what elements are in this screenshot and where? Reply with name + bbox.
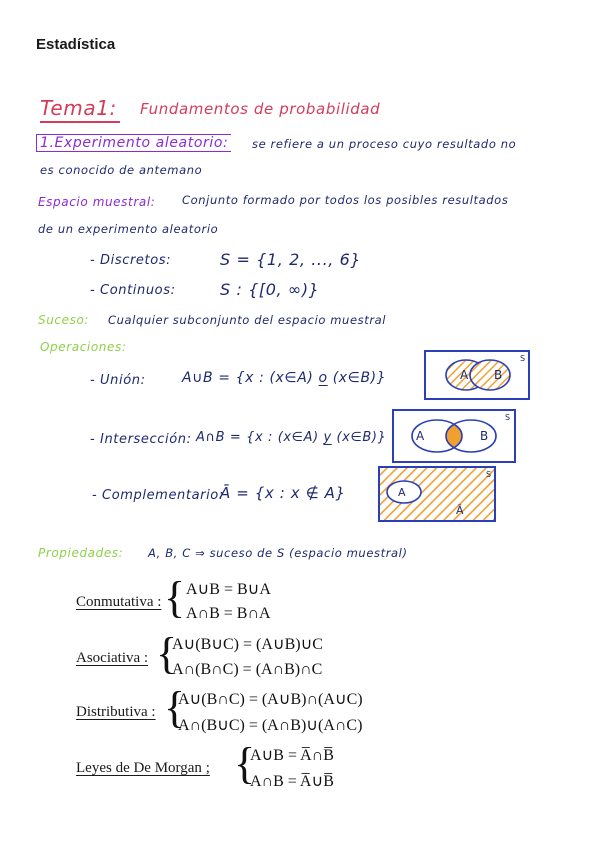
prop-demorgan-line1: A∪B = A̅∩B̅ bbox=[250, 747, 334, 764]
interseccion-expression: A∩B = {x : (x∈A) y (x∈B)} bbox=[196, 430, 387, 445]
propiedades-title: Propiedades: bbox=[38, 546, 124, 560]
prop-distributiva-line2: A∩(B∪C) = (A∩B)∪(A∩C) bbox=[178, 717, 363, 734]
operaciones-title: Operaciones: bbox=[40, 340, 127, 354]
experimento-def-line1: se refiere a un proceso cuyo resultado no bbox=[252, 137, 517, 151]
venn-union-diagram bbox=[424, 350, 530, 400]
prop-distributiva-brace: { bbox=[164, 683, 186, 732]
venn-union-s-label: S bbox=[520, 354, 526, 363]
prop-demorgan-name: Leyes de De Morgan ; bbox=[76, 760, 210, 776]
suceso-def: Cualquier subconjunto del espacio muestral bbox=[108, 313, 387, 327]
discretos-value: S = {1, 2, ..., 6} bbox=[220, 250, 362, 269]
espacio-def-line2: de un experimento aleatorio bbox=[38, 222, 219, 236]
continuos-value: S : {[0, ∞)} bbox=[220, 280, 320, 299]
prop-conmutativa-brace: { bbox=[164, 573, 186, 622]
tema-label: Tema1: bbox=[40, 96, 117, 120]
espacio-def-line1: Conjunto formado por todos los posibles resultados bbox=[182, 193, 509, 207]
experimento-def-line2: es conocido de antemano bbox=[40, 163, 203, 177]
suceso-term: Suceso: bbox=[38, 313, 90, 327]
propiedades-subtitle: A, B, C ⇒ suceso de S (espacio muestral) bbox=[148, 546, 408, 560]
tema-underline bbox=[40, 121, 120, 123]
prop-asociativa-line2: A∩(B∩C) = (A∩B)∩C bbox=[172, 661, 323, 678]
complementario-expression: Ā = {x : x ∉ A} bbox=[220, 484, 346, 502]
experimento-term: 1.Experimento aleatorio: bbox=[36, 134, 231, 152]
venn-union-a-label: A bbox=[460, 368, 469, 382]
prop-demorgan-line2: A∩B = A̅∪B̅ bbox=[250, 773, 334, 790]
complementario-label: - Complementario: bbox=[92, 488, 224, 503]
venn-intersection-b-label: B bbox=[480, 429, 489, 443]
prop-asociativa-brace: { bbox=[156, 629, 178, 678]
venn-complement-a-label: A bbox=[398, 486, 406, 499]
union-expression: A∪B = {x : (x∈A) o (x∈B)} bbox=[182, 370, 387, 386]
venn-complement-s-label: S bbox=[486, 470, 492, 479]
prop-distributiva-line1: A∪(B∩C) = (A∪B)∩(A∪C) bbox=[178, 691, 363, 708]
venn-union-set-b bbox=[470, 360, 510, 390]
interseccion-label: - Intersección: bbox=[90, 432, 192, 447]
venn-complement-diagram bbox=[378, 466, 496, 522]
discretos-label: - Discretos: bbox=[90, 253, 172, 268]
venn-intersection-diagram bbox=[392, 409, 516, 463]
venn-complement-abar-label: Ā bbox=[456, 504, 464, 517]
venn-intersection-s-label: S bbox=[505, 413, 511, 422]
page-header-title: Estadística bbox=[36, 36, 116, 53]
union-label: - Unión: bbox=[90, 373, 146, 388]
venn-union-b-label: B bbox=[494, 368, 503, 382]
continuos-label: - Continuos: bbox=[90, 283, 176, 298]
tema-title: Fundamentos de probabilidad bbox=[140, 100, 381, 118]
espacio-term: Espacio muestral: bbox=[38, 195, 156, 209]
prop-conmutativa-name: Conmutativa : bbox=[76, 594, 162, 610]
prop-distributiva-name: Distributiva : bbox=[76, 704, 156, 720]
prop-demorgan-brace: { bbox=[234, 739, 256, 788]
prop-asociativa-name: Asociativa : bbox=[76, 650, 149, 666]
venn-intersection-a-label: A bbox=[416, 429, 425, 443]
prop-conmutativa-line1: A∪B = B∪A bbox=[186, 581, 271, 598]
prop-conmutativa-line2: A∩B = B∩A bbox=[186, 605, 271, 622]
prop-asociativa-line1: A∪(B∪C) = (A∪B)∪C bbox=[172, 636, 323, 653]
